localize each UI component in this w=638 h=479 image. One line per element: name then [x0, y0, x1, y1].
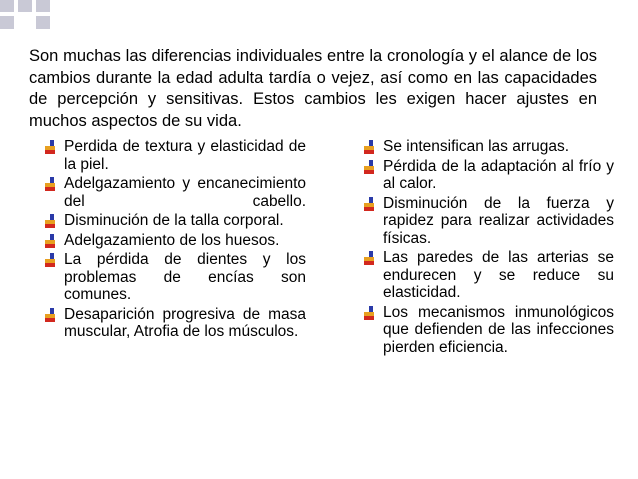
list-item	[361, 249, 614, 302]
list-item	[42, 138, 306, 173]
list-item	[361, 304, 614, 357]
decorative-square	[18, 0, 32, 12]
decorative-square	[36, 16, 50, 29]
gradient-block-bullet-icon	[42, 253, 60, 267]
gradient-block-bullet-icon	[361, 306, 379, 320]
list-item	[42, 306, 306, 341]
list-item	[42, 175, 306, 210]
decorative-square	[0, 16, 14, 29]
list-item	[361, 138, 614, 156]
list-item-text: Disminución de la talla corporal.	[64, 212, 284, 229]
list-item	[42, 251, 306, 304]
list-item-text: Desaparición progresiva de masa muscular, Atrofia de los músculos.	[64, 305, 306, 340]
gradient-block-bullet-icon	[42, 177, 60, 191]
gradient-block-bullet-icon	[42, 140, 60, 154]
gradient-block-bullet-icon	[42, 234, 60, 248]
left-bullet-list	[42, 138, 306, 343]
decorative-square	[36, 0, 50, 12]
decorative-square	[0, 0, 14, 12]
list-item-text: Los mecanismos inmunológicos que defienden de las infecciones pierden eficiencia.	[383, 303, 614, 356]
list-item-text: Las paredes de las arterias se endurecen y se reduce su elasticidad.	[383, 249, 614, 301]
list-item-text: Adelgazamiento de los huesos.	[64, 231, 280, 249]
gradient-block-bullet-icon	[361, 251, 379, 265]
right-bullet-list	[361, 138, 614, 358]
list-item-text: Adelgazamiento y encanecimiento del cabello.	[64, 175, 306, 210]
intro-paragraph: Son muchas las diferencias individuales entre la cronología y el alance de los cambios durante la edad adulta tardía o vejez, así como en las capacidades de percepción y sensitivas. Estos cambios les exigen hacer ajustes en muchos aspectos de su vida.	[29, 47, 597, 130]
gradient-block-bullet-icon	[42, 214, 60, 228]
gradient-block-bullet-icon	[361, 197, 379, 211]
list-item	[42, 212, 306, 230]
list-item	[361, 195, 614, 248]
gradient-block-bullet-icon	[42, 308, 60, 322]
list-item-text: Perdida de textura y elasticidad de la piel.	[64, 138, 306, 173]
list-item	[361, 158, 614, 193]
gradient-block-bullet-icon	[361, 160, 379, 174]
list-item-text: La pérdida de dientes y los problemas de encías son comunes.	[64, 251, 306, 303]
list-item-text: Disminución de la fuerza y rapidez para realizar actividades físicas.	[383, 194, 614, 247]
list-item	[42, 232, 306, 250]
gradient-block-bullet-icon	[361, 140, 379, 154]
list-item-text: Se intensifican las arrugas.	[383, 138, 570, 155]
list-item-text: Pérdida de la adaptación al frío y al calor.	[383, 157, 614, 192]
